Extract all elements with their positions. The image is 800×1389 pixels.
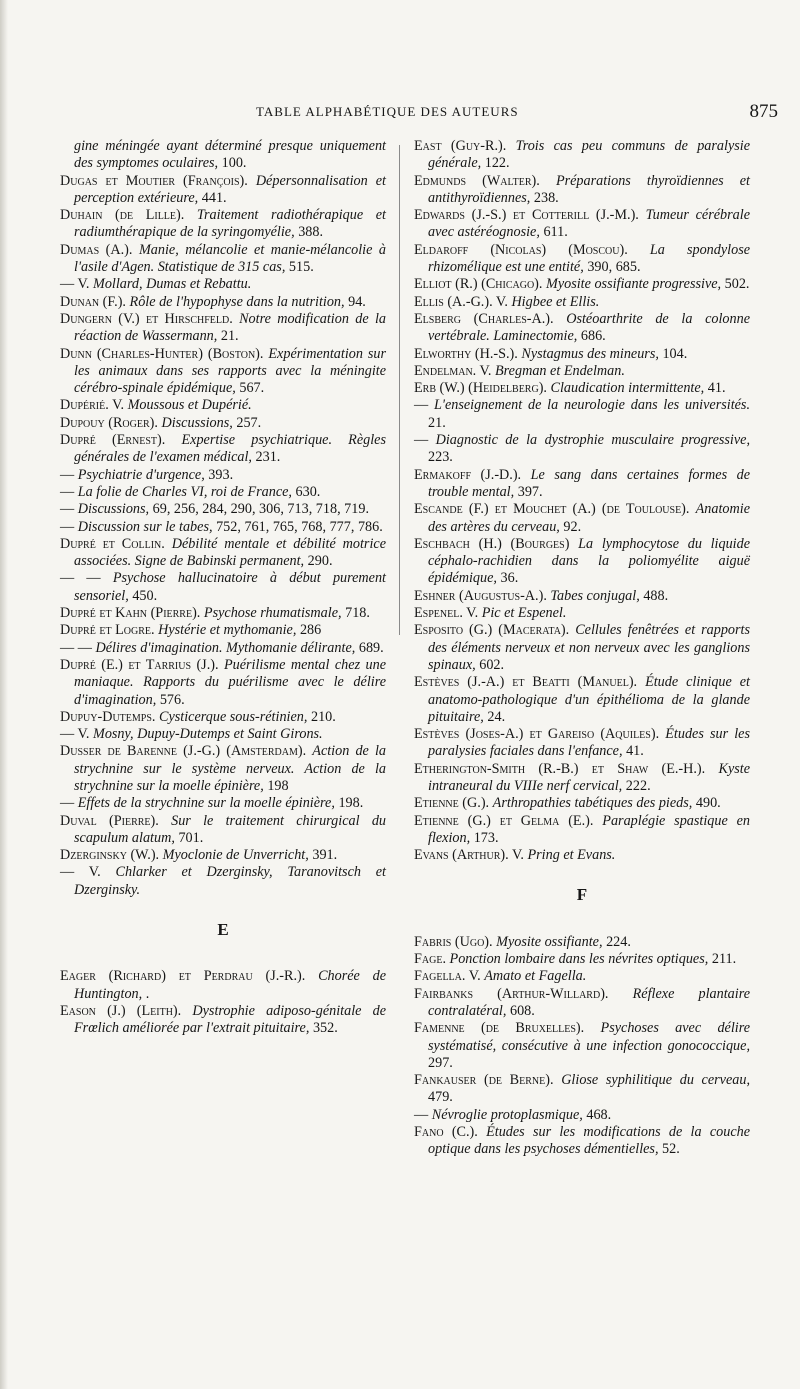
entry-title: Moussous et Dupérié. — [127, 397, 252, 414]
entry-author: — V. — [60, 864, 101, 881]
index-entry — [414, 138, 750, 173]
entry-title: Rôle de l'hypophyse dans la nutrition, — [129, 293, 345, 310]
entry-title: Réflexe plantaire contralatéral, — [428, 985, 751, 1019]
entry-pages: 36. — [500, 570, 519, 587]
index-entry — [414, 363, 750, 380]
entry-pages: 576. — [159, 691, 185, 708]
entry-title: Effets de la strychnine sur la moelle épinière, — [77, 795, 335, 812]
index-entry — [60, 397, 386, 414]
section-heading-f: F — [576, 885, 588, 905]
entry-title: Notre modification de la réaction de Wassermann, — [74, 310, 387, 345]
entry-author: Fankauser (de Berne). — [414, 1072, 554, 1089]
entry-pages: 488. — [643, 587, 669, 604]
entry-pages: 290. — [307, 553, 333, 570]
entry-pages: 211. — [711, 951, 737, 968]
entry-pages: 231. — [255, 449, 281, 466]
entry-author: Famenne (de Bruxelles). — [414, 1020, 585, 1037]
entry-pages: 752, 761, 765, 768, 777, 786. — [216, 518, 383, 535]
entry-pages: 198 — [267, 777, 289, 794]
entry-title: Pring et Evans. — [527, 847, 616, 864]
entry-author: — — [60, 501, 75, 518]
entry-pages: 210. — [310, 708, 336, 725]
entry-pages: 69, 256, 284, 290, 306, 713, 718, 719. — [152, 501, 369, 518]
entry-title: Puérilisme mental chez une maniaque. Rapports du puérilisme avec le délire d'imagination, — [74, 656, 386, 708]
entry-title: Préparations thyroïdiennes et antithyroïdiennes, — [428, 172, 750, 206]
entry-title: Trois cas peu communs de paralysie générale, — [428, 138, 750, 172]
left-column — [60, 138, 386, 1038]
entry-author: Fabris (Ugo). — [414, 933, 493, 950]
entry-author: — — [60, 518, 75, 535]
index-entry — [60, 640, 386, 657]
entry-title: Manie, mélancolie et manie-mélancolie à l'asile d'Agen. Statistique de 315 cas, — [74, 241, 387, 276]
entry-author: Fairbanks (Arthur-Willard). — [414, 985, 609, 1002]
entry-author: Dupouy (Roger). — [60, 414, 158, 431]
page-edge — [0, 0, 8, 1389]
index-entry — [60, 484, 386, 501]
entry-author: East (Guy-R.). — [414, 138, 507, 154]
entry-pages: 390, 685. — [587, 259, 641, 276]
entry-author: Fano (C.). — [414, 1124, 478, 1141]
entry-title: gine méningée ayant déterminé presque uniquement des symptomes oculaires, — [74, 138, 386, 172]
entry-title: Kyste intraneural du VIIIe nerf cervical, — [428, 760, 751, 794]
index-entry — [414, 761, 750, 796]
index-entry — [414, 588, 750, 605]
entry-title: Bregman et Endelman. — [495, 362, 625, 379]
entry-title: Pic et Espenel. — [481, 605, 567, 622]
index-entry — [60, 726, 386, 743]
entry-author: Edmunds (Walter). — [414, 172, 540, 189]
entry-author: Esposito (G.) (Macerata). — [414, 622, 570, 639]
entry-author: — — [60, 483, 75, 500]
entry-pages: 567. — [239, 380, 265, 397]
index-entry — [414, 207, 750, 242]
entry-title: Ostéoarthrite de la colonne vertébrale. Laminectomie, — [428, 310, 751, 345]
entry-author: Escande (F.) et Mouchet (A.) (de Toulouse). — [414, 501, 690, 518]
index-entry — [414, 501, 750, 536]
section-heading-e: E — [217, 920, 229, 940]
index-entry — [60, 138, 386, 173]
entry-pages: 41. — [707, 380, 726, 397]
entry-pages: 104. — [662, 345, 688, 362]
entry-author: Duval (Pierre). — [60, 812, 159, 829]
entry-pages: 173. — [473, 829, 499, 846]
entry-author: Dupuy-Dutemps. — [60, 708, 156, 725]
entry-title: Discussions, — [161, 414, 233, 431]
index-entry — [414, 674, 750, 726]
index-entry — [60, 207, 386, 242]
entry-author: Etienne (G.) et Gelma (E.). — [414, 812, 594, 829]
entry-title: Tabes conjugal, — [550, 587, 640, 604]
index-entry — [60, 743, 386, 795]
entry-pages: 388. — [298, 224, 324, 241]
entry-title: La lymphocytose du liquide céphalo-rachidien dans la poliomyélite aiguë épidémique, — [428, 535, 751, 587]
entry-title: Délires d'imagination. Mythomanie délirante, — [95, 639, 356, 656]
index-entry — [60, 709, 386, 726]
index-entry — [60, 847, 386, 864]
entry-pages: 701. — [178, 829, 204, 846]
index-entry — [414, 346, 750, 363]
entry-pages: 41. — [626, 743, 644, 760]
index-entry — [60, 622, 386, 639]
entry-pages: 608. — [509, 1002, 535, 1019]
entry-author: Edwards (J.-S.) et Cotterill (J.-M.). — [414, 207, 639, 224]
entry-title: Mollard, Dumas et Rebattu. — [93, 276, 252, 293]
entry-pages: 286 — [299, 622, 322, 639]
entry-pages: 257. — [236, 414, 262, 431]
index-entry — [414, 968, 750, 985]
index-entry — [414, 1020, 750, 1072]
entry-author: Estèves (J.-A.) et Beatti (Manuel). — [414, 674, 638, 691]
entry-title: Psychoses avec délire systématisé, consécutive à une infection gonococcique, — [428, 1020, 751, 1054]
entry-author: — — [414, 1106, 429, 1123]
entry-pages: . — [145, 985, 150, 1002]
entry-author: Dzerginsky (W.). — [60, 847, 160, 864]
index-entry — [60, 864, 386, 899]
entry-pages: 393. — [208, 466, 234, 483]
entry-pages: 21. — [428, 414, 446, 431]
entry-title: Discussions, — [77, 501, 150, 518]
entry-author: Elworthy (H.-S.). — [414, 345, 518, 362]
entry-title: Action de la strychnine sur le système nerveux. Action de la strychnine sur la moelle épinière, — [74, 743, 386, 794]
entry-title: Ponction lombaire dans les névrites optiques, — [449, 951, 709, 968]
index-entry — [414, 1072, 750, 1107]
index-entry — [414, 294, 750, 311]
entry-title: Cellules fenêtrées et rapports des éléments nerveux et non nerveux avec les ganglions spinaux, — [428, 622, 751, 673]
entry-author: Eager (Richard) et Perdrau (J.-R.). — [60, 968, 306, 985]
entry-author: Eschbach (H.) (Bourges) — [414, 535, 570, 552]
entry-title: Amato et Fagella. — [484, 968, 587, 985]
entry-author: Dumas (A.). — [60, 241, 133, 258]
entry-title: Études sur les modifications de la couche optique dans les psychoses démentielles, — [428, 1124, 751, 1158]
index-entry — [414, 847, 750, 864]
entry-title: Études sur les paralysies faciales dans l'enfance, — [428, 726, 750, 760]
entry-pages: 198. — [338, 795, 364, 812]
entry-author: Dupré et Collin. — [60, 535, 165, 552]
entry-pages: 397. — [517, 483, 543, 500]
index-entry — [60, 415, 386, 432]
index-entry — [60, 519, 386, 536]
page-header — [0, 101, 800, 130]
index-entry — [414, 986, 750, 1021]
left-entries-e — [60, 968, 386, 1037]
index-entry — [414, 397, 750, 432]
entry-author: Etienne (G.). — [414, 795, 490, 812]
index-entry — [60, 795, 386, 812]
entry-pages: 52. — [662, 1141, 680, 1158]
entry-pages: 21. — [220, 328, 239, 345]
entry-title: Hystérie et mythomanie, — [158, 622, 297, 639]
entry-pages: 686. — [580, 328, 606, 345]
entry-title: Névroglie protoplasmique, — [431, 1106, 583, 1123]
entry-title: Nystagmus des mineurs, — [521, 345, 659, 362]
entry-author: Elliot (R.) (Chicago). — [414, 276, 543, 293]
entry-title: Mosny, Dupuy-Dutemps et Saint Girons. — [93, 726, 323, 743]
entry-author: Fagella. V. — [414, 968, 481, 985]
entry-pages: 611. — [543, 224, 568, 241]
index-entry — [414, 467, 750, 502]
entry-author: Dunn (Charles-Hunter) (Boston). — [60, 345, 264, 362]
index-entry — [60, 311, 386, 346]
entry-title: Gliose syphilitique du cerveau, — [561, 1072, 750, 1089]
entry-title: Étude clinique et anatomo-pathologique d'un épithélioma de la glande pituitaire, — [428, 674, 750, 725]
index-entry — [414, 951, 750, 968]
left-entries — [60, 138, 386, 899]
entry-pages: 718. — [345, 605, 370, 622]
entry-author: Dupré (E.) et Tarrius (J.). — [60, 656, 219, 673]
entry-pages: 224. — [606, 933, 631, 950]
index-entry — [414, 1124, 750, 1159]
entry-author: — V. — [60, 726, 90, 743]
index-entry — [60, 276, 386, 293]
entry-author: Dupré et Logre. — [60, 622, 155, 639]
entry-author: Dupré et Kahn (Pierre). — [60, 605, 201, 622]
index-entry — [414, 813, 750, 848]
entry-author: Dupérié. V. — [60, 397, 125, 414]
entry-title: Claudication intermittente, — [550, 380, 705, 397]
entry-author: — — [414, 432, 429, 449]
index-entry — [414, 1107, 750, 1124]
entry-pages: 24. — [487, 708, 506, 725]
index-entry — [414, 276, 750, 293]
entry-title: Psychiatrie d'urgence, — [77, 466, 205, 483]
entry-pages: 441. — [201, 189, 227, 206]
index-entry — [60, 1003, 386, 1038]
entry-author: — — [60, 795, 75, 812]
index-entry — [60, 467, 386, 484]
entry-title: Myosite ossifiante progressive, — [546, 276, 722, 293]
entry-pages: 490. — [695, 795, 721, 812]
entry-pages: 515. — [288, 259, 314, 276]
index-entry — [60, 346, 386, 398]
entry-author: Estèves (Joses-A.) et Gareiso (Aquiles). — [414, 726, 660, 743]
index-entry — [414, 173, 750, 208]
entry-pages: 468. — [586, 1106, 612, 1123]
entry-author: — — [414, 397, 429, 414]
index-entry — [414, 380, 750, 397]
index-entry — [414, 311, 750, 346]
entry-author: Endelman. V. — [414, 362, 492, 379]
entry-title: Traitement radiothérapique et radiumthérapique de la syringomyélie, — [74, 207, 386, 241]
entry-title: Psychose hallucinatoire à début purement sensoriel, — [74, 570, 386, 604]
entry-author: Dusser de Barenne (J.-G.) (Amsterdam). — [60, 743, 307, 760]
right-column — [414, 138, 750, 1159]
entry-title: Diagnostic de la dystrophie musculaire progressive, — [435, 432, 750, 449]
column-divider — [399, 145, 400, 635]
index-entry — [414, 242, 750, 277]
entry-author: — V. — [60, 276, 90, 293]
index-entry — [60, 501, 386, 518]
entry-title: Chorée de Huntington, — [74, 968, 386, 1002]
entry-title: Myosite ossifiante, — [496, 933, 603, 950]
entry-author: Ellis (A.-G.). V. — [414, 293, 508, 310]
index-entry — [60, 968, 386, 1003]
entry-title: Myoclonie de Unverricht, — [162, 847, 309, 864]
entry-author: Fage. — [414, 951, 446, 968]
entry-title: Dépersonnalisation et perception extérieure, — [74, 172, 386, 206]
entry-title: La spondylose rhizomélique est une entité, — [428, 241, 751, 276]
running-title: TABLE ALPHABÉTIQUE DES AUTEURS — [256, 104, 519, 119]
entry-pages: 92. — [563, 518, 582, 535]
index-entry — [60, 173, 386, 208]
entry-pages: 689. — [358, 639, 384, 656]
entry-pages: 630. — [295, 483, 321, 500]
entry-title: Higbee et Ellis. — [511, 293, 600, 310]
entry-title: La folie de Charles VI, roi de France, — [77, 483, 292, 500]
index-entry — [60, 294, 386, 311]
entry-pages: 122. — [484, 155, 510, 172]
entry-author: Dungern (V.) et Hirschfeld. — [60, 310, 233, 327]
entry-title: L'enseignement de la neurologie dans les universités. — [434, 397, 750, 414]
entry-author: Etherington-Smith (R.-B.) et Shaw (E.-H.). — [414, 760, 706, 777]
entry-pages: 223. — [428, 449, 453, 466]
entry-author: Ermakoff (J.-D.). — [414, 466, 522, 483]
index-entry — [414, 622, 750, 674]
entry-title: Anatomie des artères du cerveau, — [428, 501, 750, 535]
entry-title: Débilité mentale et débilité motrice associées. Signe de Babinski permanent, — [74, 535, 386, 570]
entry-pages: 100. — [221, 155, 247, 172]
index-entry — [60, 657, 386, 709]
entry-author: Evans (Arthur). V. — [414, 847, 524, 864]
entry-pages: 94. — [348, 293, 366, 310]
entry-pages: 391. — [312, 847, 338, 864]
index-entry — [60, 242, 386, 277]
entry-pages: 479. — [428, 1089, 453, 1106]
entry-author: Elsberg (Charles-A.). — [414, 310, 554, 327]
index-entry — [60, 536, 386, 571]
entry-title: Arthropathies tabétiques des pieds, — [492, 795, 693, 812]
index-entry — [414, 795, 750, 812]
entry-author: Erb (W.) (Heidelberg). — [414, 380, 547, 397]
index-entry — [414, 934, 750, 951]
entry-author: — — [60, 466, 75, 483]
entry-pages: 602. — [479, 656, 505, 673]
right-entries — [414, 138, 750, 864]
entry-title: Chlarker et Dzerginsky, Taranovitsch et Dzerginsky. — [74, 864, 386, 898]
index-entry — [60, 432, 386, 467]
entry-pages: 450. — [132, 587, 158, 604]
right-entries-f — [414, 934, 750, 1159]
entry-title: Le sang dans certaines formes de trouble mental, — [428, 466, 750, 500]
entry-author: Dugas et Moutier (François). — [60, 172, 248, 189]
index-entry — [414, 432, 750, 467]
entry-title: Expérimentation sur les animaux dans ses rapports avec la méningite cérébro-spinale épidémique, — [74, 345, 387, 397]
entry-author: — — — [60, 639, 92, 656]
entry-title: Paraplégie spastique en flexion, — [428, 812, 751, 846]
entry-title: Sur le traitement chirurgical du scapulum alatum, — [74, 812, 387, 846]
entry-author: Eldaroff (Nicolas) (Moscou). — [414, 241, 628, 258]
entry-pages: 352. — [312, 1020, 338, 1037]
entry-title: Dystrophie adiposo-génitale de Frœlich améliorée par l'extrait pituitaire, — [74, 1002, 387, 1037]
entry-author: — — — [60, 570, 101, 587]
entry-pages: 502. — [724, 276, 750, 293]
index-entry — [60, 813, 386, 848]
entry-author: Dunan (F.). — [60, 293, 126, 310]
entry-pages: 297. — [428, 1054, 453, 1071]
entry-pages: 222. — [625, 777, 651, 794]
index-entry — [60, 570, 386, 605]
page-number: 875 — [749, 101, 778, 122]
entry-author: Duhain (de Lille). — [60, 207, 185, 224]
index-entry — [414, 605, 750, 622]
entry-title: Tumeur cérébrale avec astéréognosie, — [428, 207, 750, 241]
entry-title: Discussion sur le tabes, — [77, 518, 213, 535]
index-entry — [414, 536, 750, 588]
entry-author: Eason (J.) (Leith). — [60, 1002, 182, 1019]
entry-author: Espenel. V. — [414, 605, 479, 622]
entry-author: Dupré (Ernest). — [60, 432, 166, 449]
index-entry — [60, 605, 386, 622]
entry-title: Psychose rhumatismale, — [203, 605, 342, 622]
entry-title: Cysticerque sous-rétinien, — [159, 708, 308, 725]
index-entry — [414, 726, 750, 761]
entry-author: Eshner (Augustus-A.). — [414, 587, 547, 604]
entry-pages: 238. — [533, 189, 559, 206]
entry-title: Expertise psychiatrique. Règles générales de l'examen médical, — [74, 432, 386, 466]
